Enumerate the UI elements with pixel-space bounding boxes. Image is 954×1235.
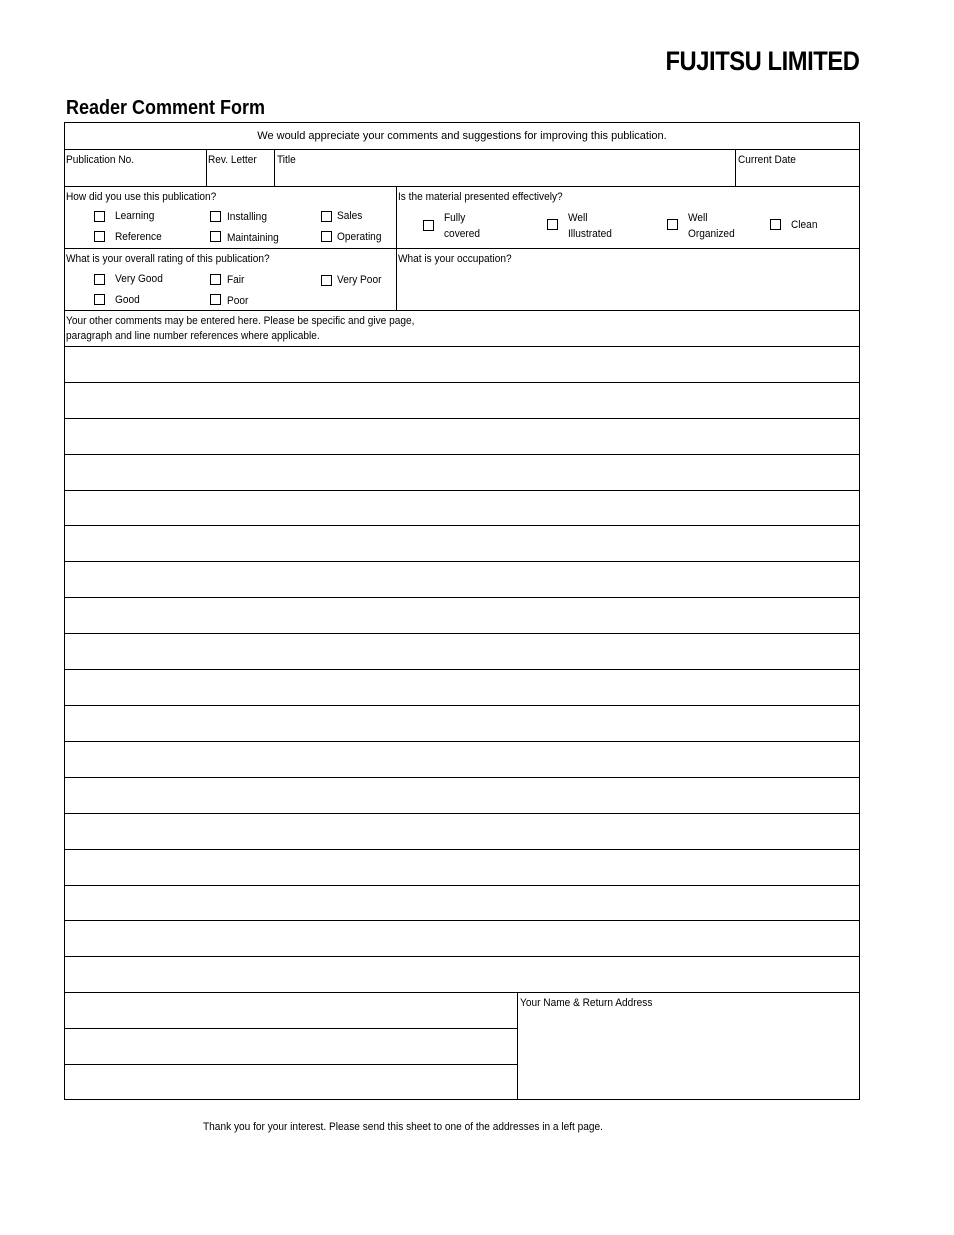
comment-line[interactable]: [65, 491, 859, 526]
well-illustrated-label-2: Illustrated: [568, 228, 612, 240]
effectiveness-question: Is the material presented effectively?: [398, 191, 563, 203]
well-illustrated-checkbox[interactable]: [547, 219, 558, 230]
reader-comment-form: [64, 122, 860, 1100]
rev-letter-field[interactable]: [207, 150, 274, 187]
very-good-checkbox[interactable]: [94, 274, 105, 285]
clean-label: Clean: [791, 219, 818, 231]
form-intro: We would appreciate your comments and suggestions for improving this publication.: [257, 130, 667, 142]
return-address-label: Your Name & Return Address: [520, 997, 653, 1009]
good-checkbox[interactable]: [94, 294, 105, 305]
comment-line[interactable]: [65, 1029, 517, 1064]
reference-checkbox[interactable]: [94, 231, 105, 242]
publication-no-label: Publication No.: [66, 154, 135, 166]
occupation-question: What is your occupation?: [398, 253, 512, 265]
return-address-field[interactable]: [518, 993, 859, 1099]
very-poor-label: Very Poor: [337, 274, 382, 286]
fair-checkbox[interactable]: [210, 274, 221, 285]
comment-line[interactable]: [65, 921, 859, 957]
comment-line[interactable]: [65, 562, 859, 598]
poor-label: Poor: [227, 295, 249, 307]
comments-instruction-line-1: Your other comments may be entered here. Please be specific and give page,: [66, 315, 415, 327]
rating-section: [65, 249, 396, 311]
current-date-label: Current Date: [738, 154, 796, 166]
sales-checkbox[interactable]: [321, 211, 332, 222]
poor-checkbox[interactable]: [210, 294, 221, 305]
comment-line[interactable]: [65, 383, 859, 419]
comment-line[interactable]: [65, 993, 517, 1028]
maintaining-checkbox[interactable]: [210, 231, 221, 242]
comment-line[interactable]: [65, 347, 859, 383]
occupation-field[interactable]: [397, 249, 859, 311]
comment-line[interactable]: [65, 850, 859, 886]
very-good-label: Very Good: [115, 273, 163, 285]
fully-covered-label-1: Fully: [444, 212, 466, 224]
company-name: FUJITSU LIMITED: [664, 46, 859, 76]
installing-label: Installing: [227, 211, 267, 223]
comment-line[interactable]: [65, 634, 859, 670]
installing-checkbox[interactable]: [210, 211, 221, 222]
comment-line[interactable]: [65, 742, 859, 778]
usage-section: [65, 187, 396, 249]
comment-line[interactable]: [65, 419, 859, 455]
footer-note: Thank you for your interest. Please send this sheet to one of the addresses in a left page.: [203, 1121, 603, 1133]
maintaining-label: Maintaining: [227, 232, 279, 244]
learning-checkbox[interactable]: [94, 211, 105, 222]
clean-checkbox[interactable]: [770, 219, 781, 230]
effectiveness-section: [397, 187, 859, 249]
well-organized-label-2: Organized: [688, 228, 735, 240]
rating-question: What is your overall rating of this publication?: [66, 253, 270, 265]
reference-label: Reference: [115, 231, 162, 243]
operating-checkbox[interactable]: [321, 231, 332, 242]
comments-instruction-line-2: paragraph and line number references where applicable.: [66, 330, 320, 342]
publication-no-field[interactable]: [65, 150, 206, 187]
sales-label: Sales: [337, 210, 363, 222]
comment-line[interactable]: [65, 1065, 517, 1099]
fair-label: Fair: [227, 274, 245, 286]
comment-line[interactable]: [65, 886, 859, 921]
comment-line[interactable]: [65, 670, 859, 705]
comments-header: [65, 311, 859, 347]
comment-line[interactable]: [65, 455, 859, 491]
comment-line[interactable]: [65, 778, 859, 814]
title-field[interactable]: [275, 150, 735, 187]
comment-line[interactable]: [65, 957, 859, 993]
good-label: Good: [115, 294, 140, 306]
comment-line[interactable]: [65, 598, 859, 634]
form-title: Reader Comment Form: [66, 97, 266, 119]
operating-label: Operating: [337, 231, 382, 243]
rev-letter-label: Rev. Letter: [208, 154, 257, 166]
very-poor-checkbox[interactable]: [321, 275, 332, 286]
comment-line[interactable]: [65, 526, 859, 562]
well-organized-checkbox[interactable]: [667, 219, 678, 230]
comment-line[interactable]: [65, 706, 859, 742]
title-label: Title: [277, 154, 296, 166]
fully-covered-checkbox[interactable]: [423, 220, 434, 231]
learning-label: Learning: [115, 210, 155, 222]
comment-line[interactable]: [65, 814, 859, 849]
well-illustrated-label-1: Well: [568, 212, 588, 224]
usage-question: How did you use this publication?: [66, 191, 217, 203]
current-date-field[interactable]: [736, 150, 859, 187]
well-organized-label-1: Well: [688, 212, 708, 224]
fully-covered-label-2: covered: [444, 228, 481, 240]
